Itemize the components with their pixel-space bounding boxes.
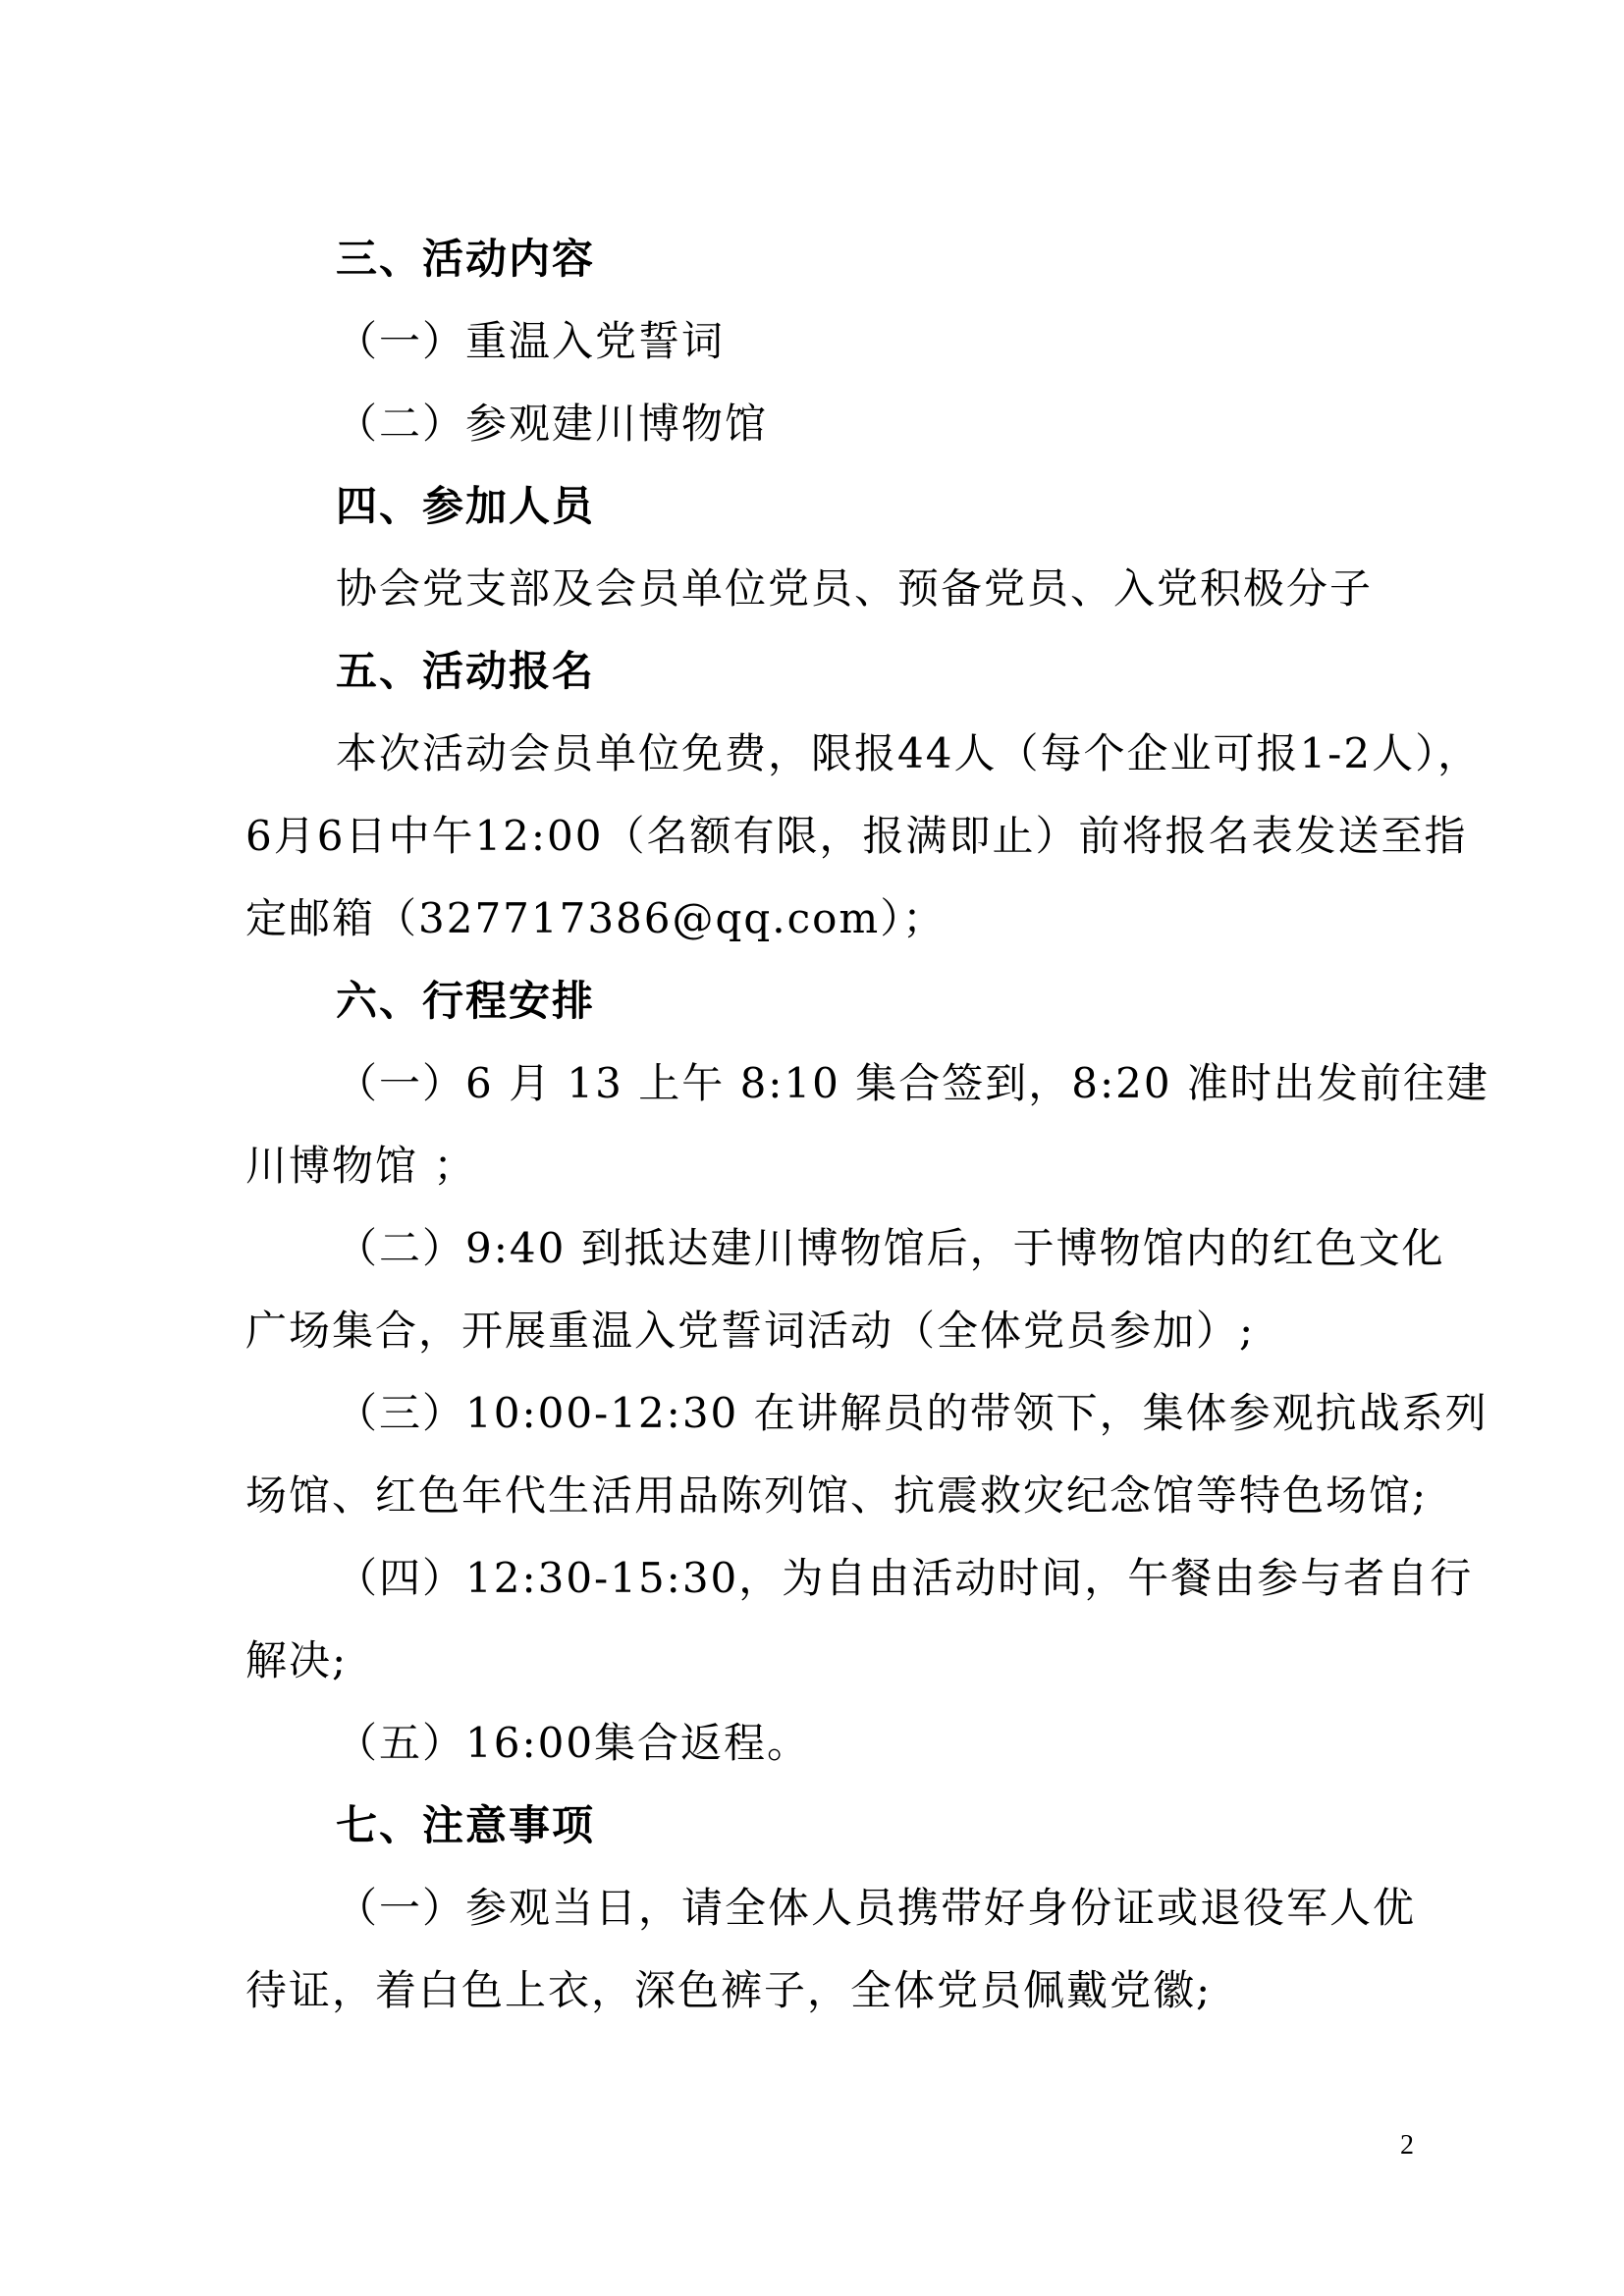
paragraph-line: （三）10:00-12:30 在讲解员的带领下，集体参观抗战系列 — [336, 1389, 1489, 1437]
document-body — [245, 218, 1489, 2032]
paragraph-line: 场馆、红色年代生活用品陈列馆、抗震救灾纪念馆等特色场馆; — [245, 1471, 1429, 1520]
paragraph-line: （四）12:30-15:30，为自由活动时间，午餐由参与者自行 — [336, 1554, 1474, 1602]
section-heading-participants: 四、参加人员 — [336, 482, 596, 530]
paragraph-line: （一）参观当日，请全体人员携带好身份证或退役军人优 — [336, 1884, 1417, 1932]
paragraph-line: 待证，着白色上衣，深色裤子，全体党员佩戴党徽; — [245, 1966, 1213, 2014]
section-heading-activity-content: 三、活动内容 — [336, 235, 596, 283]
section-heading-notes: 七、注意事项 — [336, 1801, 596, 1849]
paragraph-line: 定邮箱（327717386@qq.com）； — [245, 894, 947, 942]
page-number: 2 — [1400, 2130, 1414, 2161]
section-heading-registration: 五、活动报名 — [336, 647, 596, 695]
paragraph-line: 川博物馆 ； — [245, 1142, 477, 1190]
paragraph-line: 本次活动会员单位免费，限报44人（每个企业可报1-2人）， — [336, 729, 1482, 777]
paragraph-line: （一）重温入党誓词 — [336, 317, 726, 365]
paragraph-line: （二）参观建川博物馆 — [336, 400, 769, 448]
paragraph-line: 广场集合，开展重温入党誓词活动（全体党员参加）; — [245, 1307, 1256, 1355]
paragraph-line: （五）16:00集合返程。 — [336, 1719, 811, 1767]
paragraph-line: 解决; — [245, 1636, 349, 1684]
paragraph-line: 6月6日中午12:00（名额有限，报满即止）前将报名表发送至指 — [245, 812, 1468, 860]
paragraph-line: （一）6 月 13 上午 8:10 集合签到，8:20 准时出发前往建 — [336, 1059, 1489, 1107]
section-heading-itinerary: 六、行程安排 — [336, 977, 596, 1025]
paragraph-line: 协会党支部及会员单位党员、预备党员、入党积极分子 — [336, 564, 1374, 613]
paragraph-line: （二）9:40 到抵达建川博物馆后，于博物馆内的红色文化 — [336, 1224, 1445, 1272]
